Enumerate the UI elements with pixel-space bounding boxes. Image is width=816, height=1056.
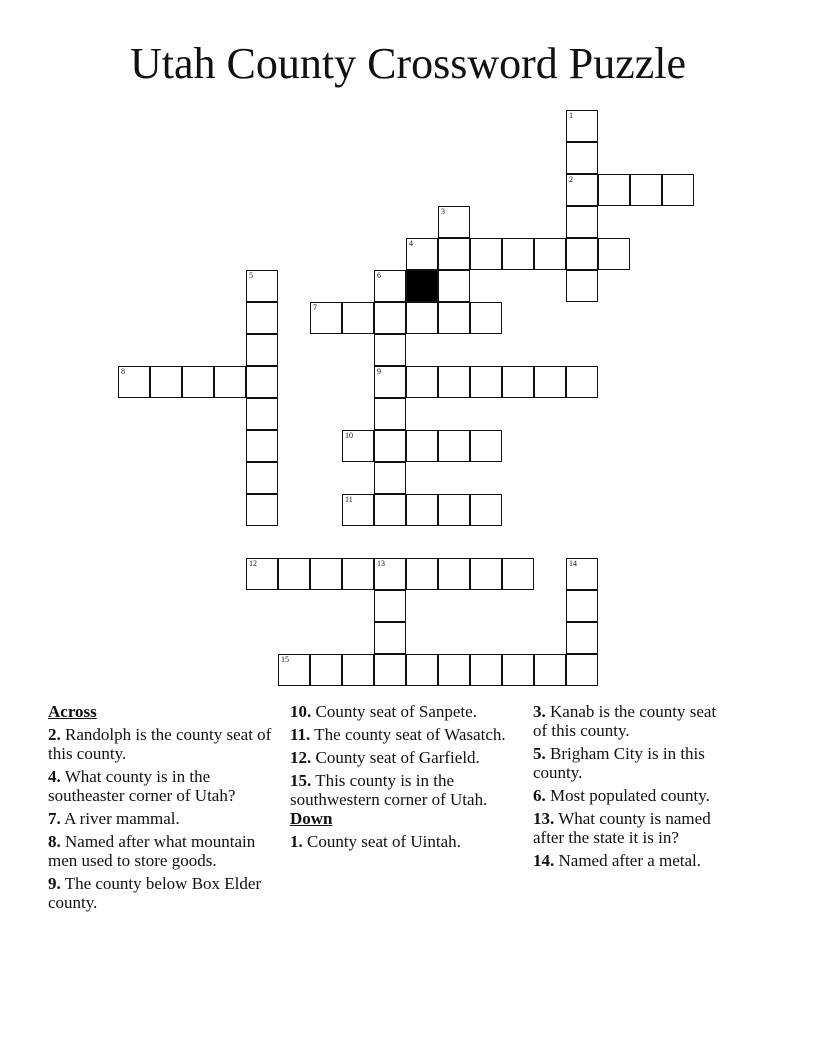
grid-cell[interactable]	[246, 398, 278, 430]
grid-cell[interactable]	[374, 558, 406, 590]
grid-cell[interactable]	[502, 654, 534, 686]
grid-cell[interactable]	[374, 302, 406, 334]
grid-cell[interactable]	[502, 238, 534, 270]
grid-cell[interactable]	[406, 654, 438, 686]
grid-cell[interactable]	[246, 366, 278, 398]
grid-cell[interactable]	[374, 334, 406, 366]
grid-cell[interactable]	[246, 558, 278, 590]
grid-cell[interactable]	[470, 558, 502, 590]
grid-cell[interactable]	[246, 302, 278, 334]
clue-across-8: 8. Named after what mountain men used to store goods.	[48, 832, 256, 870]
grid-cell[interactable]	[566, 558, 598, 590]
grid-cell[interactable]	[374, 430, 406, 462]
clue-number: 9	[377, 367, 381, 376]
grid-cell[interactable]	[470, 494, 502, 526]
grid-cell[interactable]	[534, 366, 566, 398]
grid-cell[interactable]	[342, 430, 374, 462]
clue-across-2: 2. Randolph is the county seat of this county.	[48, 725, 272, 763]
grid-cell[interactable]	[470, 430, 502, 462]
grid-cell[interactable]	[470, 654, 502, 686]
clue-down-3: 3. Kanab is the county seat of this county.	[533, 702, 717, 740]
black-cell	[406, 270, 438, 302]
clue-number: 13	[377, 559, 385, 568]
clue-down-1: 1. County seat of Uintah.	[290, 832, 461, 851]
clue-number: 7	[313, 303, 317, 312]
grid-cell[interactable]	[598, 174, 630, 206]
grid-cell[interactable]	[566, 142, 598, 174]
grid-cell[interactable]	[470, 302, 502, 334]
grid-cell[interactable]	[438, 270, 470, 302]
grid-cell[interactable]	[278, 654, 310, 686]
grid-cell[interactable]	[406, 366, 438, 398]
clues-column-3	[533, 702, 733, 874]
grid-cell[interactable]	[214, 366, 246, 398]
grid-cell[interactable]	[342, 302, 374, 334]
clue-number: 8	[121, 367, 125, 376]
grid-cell[interactable]	[566, 270, 598, 302]
clue-number: 2	[569, 175, 573, 184]
grid-cell[interactable]	[374, 654, 406, 686]
grid-cell[interactable]	[246, 462, 278, 494]
clue-across-12: 12. County seat of Garfield.	[290, 748, 480, 767]
grid-cell[interactable]	[374, 462, 406, 494]
grid-cell[interactable]	[566, 654, 598, 686]
clue-down-13: 13. What county is named after the state it is in?	[533, 809, 711, 847]
clue-number: 11	[345, 495, 353, 504]
grid-cell[interactable]	[406, 430, 438, 462]
clue-down-14: 14. Named after a metal.	[533, 851, 702, 870]
clue-across-11: 11. The county seat of Wasatch.	[290, 725, 506, 744]
clue-number: 5	[249, 271, 253, 280]
grid-cell[interactable]	[246, 494, 278, 526]
clue-across-7: 7. A river mammal.	[48, 809, 180, 828]
clue-across-15: 15. This county is in the southwestern corner of Utah.	[290, 771, 488, 809]
grid-cell[interactable]	[438, 430, 470, 462]
grid-cell[interactable]	[438, 654, 470, 686]
grid-cell[interactable]	[534, 238, 566, 270]
grid-cell[interactable]	[406, 494, 438, 526]
grid-cell[interactable]	[118, 366, 150, 398]
grid-cell[interactable]	[470, 238, 502, 270]
grid-cell[interactable]	[534, 654, 566, 686]
clue-down-5: 5. Brigham City is in this county.	[533, 744, 705, 782]
grid-cell[interactable]	[438, 302, 470, 334]
grid-cell[interactable]	[438, 494, 470, 526]
across-heading: Across	[48, 702, 97, 721]
grid-cell[interactable]	[342, 558, 374, 590]
grid-cell[interactable]	[182, 366, 214, 398]
grid-cell[interactable]	[662, 174, 694, 206]
grid-cell[interactable]	[278, 558, 310, 590]
clue-across-10: 10. County seat of Sanpete.	[290, 702, 477, 721]
grid-cell[interactable]	[310, 302, 342, 334]
grid-cell[interactable]	[598, 238, 630, 270]
grid-cell[interactable]	[406, 238, 438, 270]
clue-number: 10	[345, 431, 353, 440]
grid-cell[interactable]	[374, 398, 406, 430]
grid-cell[interactable]	[374, 494, 406, 526]
grid-cell[interactable]	[438, 558, 470, 590]
grid-cell[interactable]	[374, 622, 406, 654]
clue-across-9: 9. The county below Box Elder county.	[48, 874, 262, 912]
clue-down-6: 6. Most populated county.	[533, 786, 710, 805]
grid-cell[interactable]	[438, 238, 470, 270]
clue-across-4: 4. What county is in the southeaster corner of Utah?	[48, 767, 236, 805]
clues-column-2	[290, 702, 515, 855]
grid-cell[interactable]	[406, 302, 438, 334]
grid-cell[interactable]	[246, 334, 278, 366]
grid-cell[interactable]	[374, 366, 406, 398]
grid-cell[interactable]	[374, 270, 406, 302]
grid-cell[interactable]	[374, 590, 406, 622]
grid-cell[interactable]	[566, 238, 598, 270]
grid-cell[interactable]	[310, 654, 342, 686]
clue-number: 4	[409, 239, 413, 248]
clue-number: 15	[281, 655, 289, 664]
clues-column-1	[48, 702, 284, 916]
grid-cell[interactable]	[566, 174, 598, 206]
clue-number: 1	[569, 111, 573, 120]
clue-number: 6	[377, 271, 381, 280]
grid-cell[interactable]	[438, 366, 470, 398]
grid-cell[interactable]	[470, 366, 502, 398]
clue-number: 14	[569, 559, 577, 568]
grid-cell[interactable]	[566, 366, 598, 398]
grid-cell[interactable]	[246, 430, 278, 462]
page-title: Utah County Crossword Puzzle	[129, 39, 687, 88]
grid-cell[interactable]	[566, 206, 598, 238]
grid-cell[interactable]	[150, 366, 182, 398]
grid-cell[interactable]	[342, 654, 374, 686]
grid-cell[interactable]	[406, 558, 438, 590]
grid-cell[interactable]	[246, 270, 278, 302]
grid-cell[interactable]	[438, 206, 470, 238]
grid-cell[interactable]	[566, 110, 598, 142]
grid-cell[interactable]	[566, 590, 598, 622]
grid-cell[interactable]	[342, 494, 374, 526]
clue-number: 12	[249, 559, 257, 568]
grid-cell[interactable]	[502, 558, 534, 590]
grid-cell[interactable]	[502, 366, 534, 398]
grid-cell[interactable]	[310, 558, 342, 590]
down-heading: Down	[290, 809, 333, 828]
grid-cell[interactable]	[630, 174, 662, 206]
clue-number: 3	[441, 207, 445, 216]
grid-cell[interactable]	[566, 622, 598, 654]
